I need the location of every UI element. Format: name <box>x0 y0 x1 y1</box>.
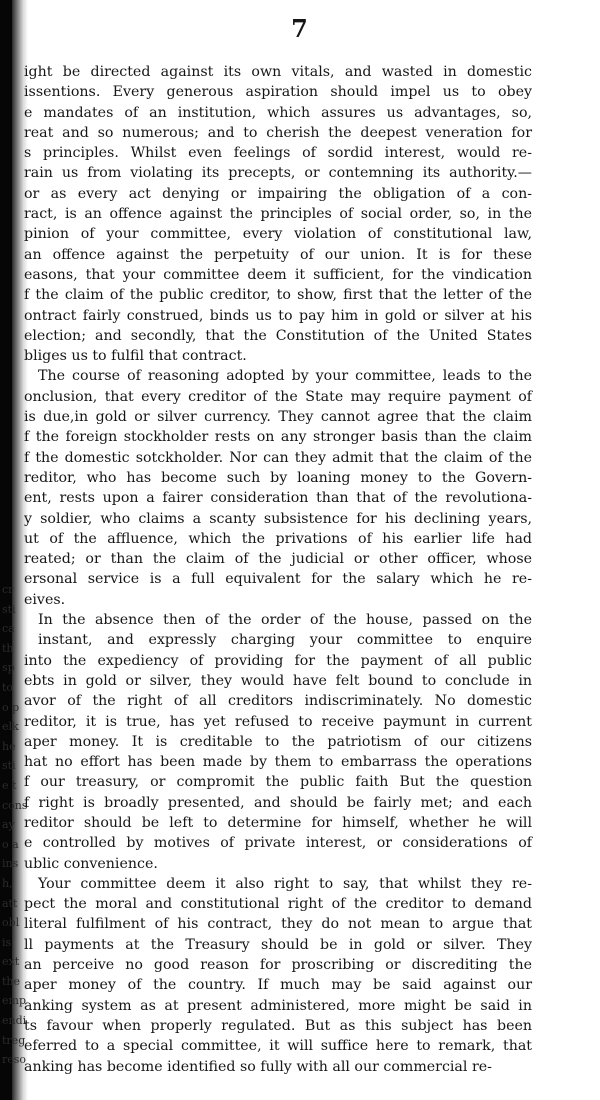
bleed-fragment: att <box>2 896 18 910</box>
bleed-fragment: to <box>2 680 14 694</box>
text-line: ll payments at the Treasury should be in gold or silver. They <box>24 936 532 953</box>
text-line: election; and secondly, that the Constitution of the United States <box>24 327 532 344</box>
text-line: aper money of the country. If much may be said against our <box>24 977 532 994</box>
text-line: anking has become identified so fully with all our commercial re- <box>24 1058 492 1075</box>
text-line: f our treasury, or compromit the public faith But the question <box>24 774 532 791</box>
bleed-fragment: e t <box>2 778 17 792</box>
text-line: In the absence then of the order of the house, passed on the <box>38 612 532 629</box>
bleed-fragment: is <box>2 935 12 949</box>
text-line: f the foreign stockholder rests on any stronger basis than the claim <box>24 429 532 446</box>
bleed-fragment: endi <box>2 1014 27 1028</box>
text-line: an offence against the perpetuity of our union. It is for these <box>24 246 532 263</box>
bleed-fragment: treg <box>2 1033 26 1047</box>
text-line: an perceive no good reason for proscribing or discrediting the <box>24 957 532 974</box>
text-line: onclusion, that every creditor of the State may require payment of <box>24 388 532 405</box>
paragraph <box>24 366 532 610</box>
text-line: The course of reasoning adopted by your committee, leads to the <box>38 368 532 385</box>
bleed-fragment: cons <box>2 798 28 812</box>
text-line: eferred to a special committee, it will suffice here to remark, that <box>24 1038 532 1055</box>
paragraph <box>24 610 532 874</box>
bleed-fragment: ins <box>2 857 19 871</box>
bleed-fragment: sti <box>2 602 16 616</box>
text-line: instant, and expressly charging your committee to enquire <box>38 632 532 649</box>
bleed-fragment: h, <box>2 876 13 890</box>
text-line: is due,in gold or silver currency. They cannot agree that the claim <box>24 409 532 426</box>
text-line: e mandates of an institution, which assures us advantages, so, <box>24 104 532 121</box>
text-line: ract, is an offence against the principles of social order, so, in the <box>24 206 532 223</box>
bleed-fragment: obl <box>2 916 20 930</box>
text-line: reditor, it is true, has yet refused to receive paymunt in current <box>24 713 532 730</box>
page-number: 7 <box>291 14 309 43</box>
bleed-fragment: ca <box>2 622 15 636</box>
text-line: ontract fairly construed, binds us to pay him in gold or silver at his <box>24 307 532 324</box>
bleed-fragment: reso <box>2 1053 27 1067</box>
bleed-fragment: o a <box>2 837 19 851</box>
bleed-fragment: emp <box>2 994 26 1008</box>
text-line: ebts in gold or silver, they would have felt bound to conclude in <box>24 672 532 689</box>
text-line: f the domestic sotckholder. Nor can they admit that the claim of the <box>24 449 532 466</box>
text-line: hat no effort has been made by them to embarrass the operations <box>24 754 532 771</box>
text-line: f the claim of the public creditor, to show, first that the letter of the <box>24 287 532 304</box>
text-line: y soldier, who claims a scanty subsistence for his declining years, <box>24 510 532 527</box>
text-line: ent, rests upon a fairer consideration than that of the revolutiona- <box>24 490 532 507</box>
text-line: s principles. Whilst even feelings of sordid interest, would re- <box>24 145 532 162</box>
text-line: pect the moral and constitutional right of the creditor to demand <box>24 896 532 913</box>
bleed-fragment: he <box>2 739 16 753</box>
text-line: easons, that your committee deem it sufficient, for the vindication <box>24 266 532 283</box>
text-line: avor of the right of all creditors indiscriminately. No domestic <box>24 693 532 710</box>
bleed-fragment: th <box>2 641 14 655</box>
bleed-fragment: sti <box>2 759 16 773</box>
text-line: Your committee deem it also right to say, that whilst they re- <box>38 875 532 892</box>
text-line: reditor, who has become such by loaning money to the Govern- <box>24 469 532 486</box>
bleed-fragment: cr <box>2 583 14 596</box>
text-line: issentions. Every generous aspiration should impel us to obey <box>24 84 532 101</box>
text-line: ts favour when properly regulated. But as this subject has been <box>24 1017 532 1034</box>
text-line: reditor should be left to determine for himself, whether he will <box>24 814 532 831</box>
bleed-fragment: elk <box>2 720 19 734</box>
text-line: ublic convenience. <box>24 855 158 872</box>
text-line: reated; or than the claim of the judicial or other officer, whose <box>24 551 532 568</box>
bleed-fragment: the <box>2 974 21 988</box>
paragraph <box>24 874 532 1077</box>
text-line: eives. <box>24 591 66 608</box>
bleed-fragment: sp <box>2 661 15 675</box>
text-line: rain us from violating its precepts, or contemning its authority.— <box>24 165 532 182</box>
text-line: anking system as at present administered, more might be said in <box>24 997 532 1014</box>
paragraph <box>24 62 532 366</box>
bleed-fragment: o p <box>2 700 20 714</box>
text-line: into the expediency of providing for the payment of all public <box>24 652 532 669</box>
text-line: f right is broadly presented, and should be fairly met; and each <box>24 794 532 811</box>
body-text <box>24 62 532 1077</box>
bleed-fragment: ext <box>2 955 20 969</box>
text-line: e controlled by motives of private interest, or considerations of <box>24 835 532 852</box>
text-line: or as every act denying or impairing the obligation of a con- <box>24 185 532 202</box>
text-line: ight be directed against its own vitals, and wasted in domestic <box>24 64 532 80</box>
bleed-fragment: ay <box>2 818 15 832</box>
text-line: aper money. It is creditable to the patriotism of our citizens <box>24 733 532 750</box>
text-line: bliges us to fulfil that contract. <box>24 348 247 365</box>
text-line: reat and so numerous; and to cherish the deepest veneration for <box>24 124 532 141</box>
text-line: pinion of your committee, every violation of constitutional law, <box>24 226 532 243</box>
text-line: ut of the affluence, which the privations of his earlier life had <box>24 530 532 547</box>
text-line: ersonal service is a full equivalent for the salary which he re- <box>24 571 532 588</box>
text-line: literal fulfilment of his contract, they do not mean to argue that <box>24 916 532 933</box>
